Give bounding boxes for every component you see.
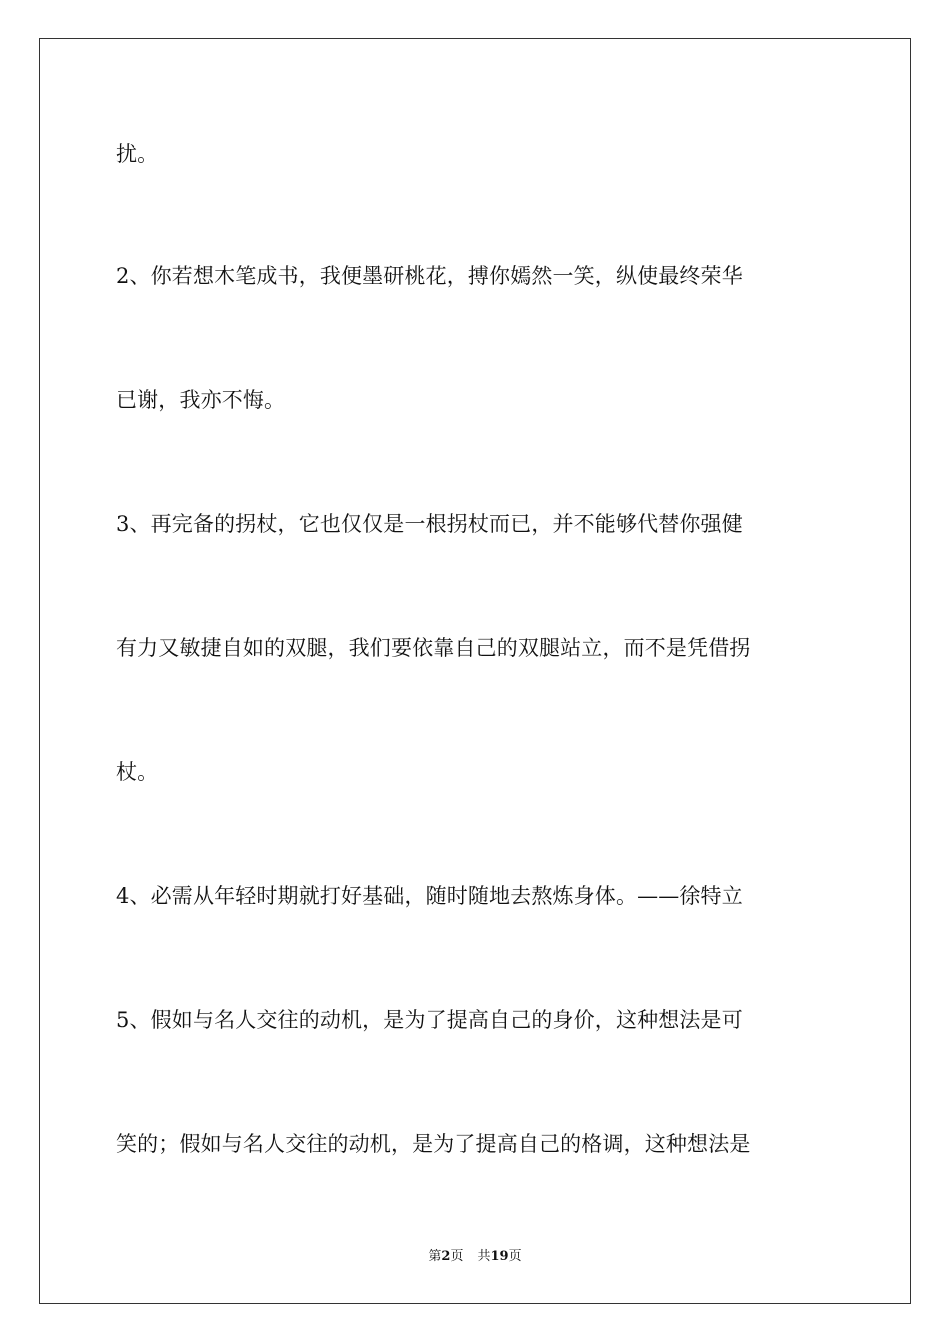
page-suffix: 页 [450,1249,464,1264]
total-pages: 19 [490,1249,509,1264]
text-line-1: 扰。 [116,142,159,166]
text-line-7: 4、必需从年轻时期就打好基础，随时随地去熬炼身体。——徐特立 [116,884,743,908]
text-line-4: 3、再完备的拐杖，它也仅仅是一根拐杖而已，并不能够代替你强健 [116,512,743,536]
total-suffix: 页 [508,1249,522,1264]
text-line-9: 笑的；假如与名人交往的动机，是为了提高自己的格调，这种想法是 [116,1132,751,1156]
page-number: 2 [441,1249,451,1264]
text-line-2: 2、你若想木笔成书，我便墨研桃花，搏你嫣然一笑，纵使最终荣华 [116,264,743,288]
total-prefix: 共 [477,1249,491,1264]
text-line-6: 杖。 [116,760,159,784]
text-line-8: 5、假如与名人交往的动机，是为了提高自己的身价，这种想法是可 [116,1008,743,1032]
page-footer [0,1248,950,1266]
page-frame [39,38,911,1304]
text-line-5: 有力又敏捷自如的双腿，我们要依靠自己的双腿站立，而不是凭借拐 [116,636,751,660]
text-line-3: 已谢，我亦不悔。 [116,388,286,412]
page-prefix: 第 [428,1249,442,1264]
